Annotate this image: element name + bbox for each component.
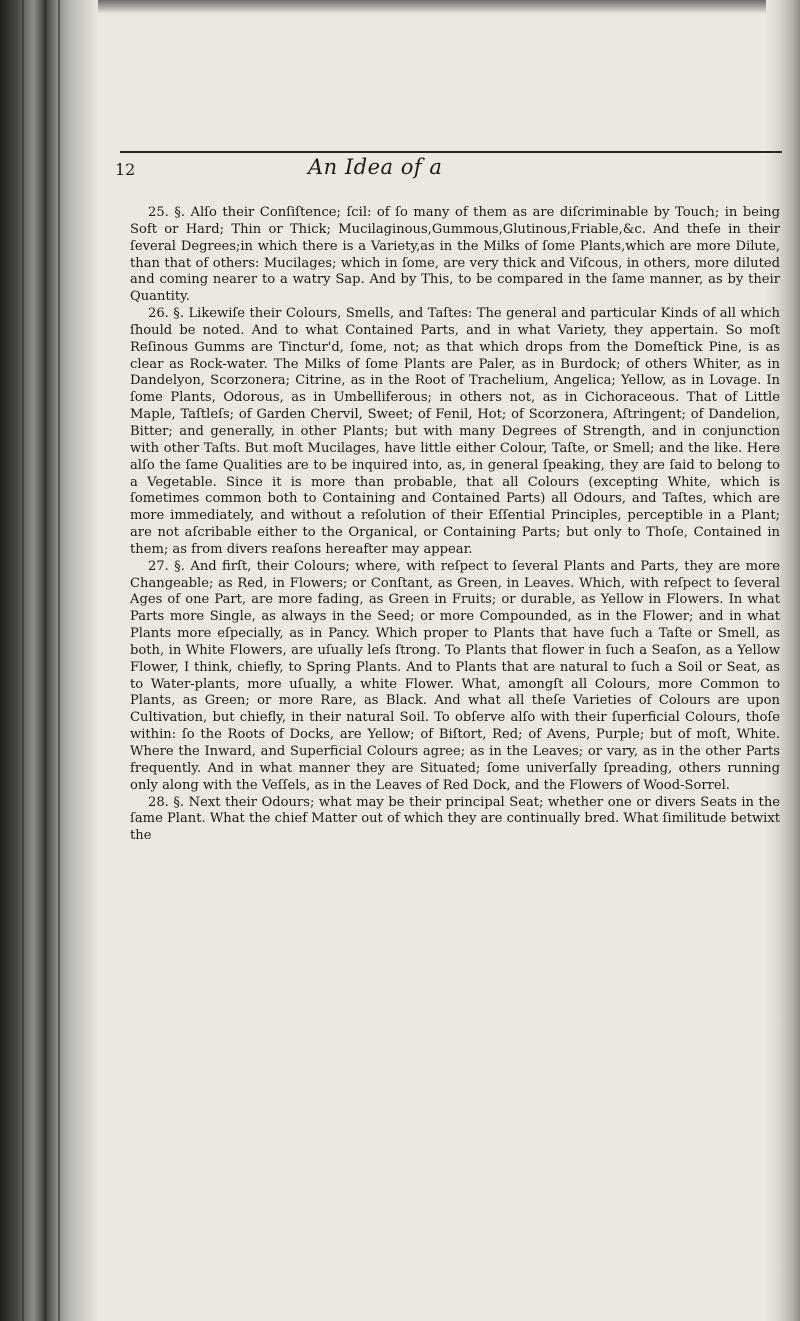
spine-fold-line (22, 0, 24, 1321)
paragraph-27: 27. §. And firſt, their Colours; where, with reſpect to ſeveral Plants and Parts, they are more Changeable; as Red, in Flowers; or Conſtant, as Green, in Leaves. Which, with reſpect to ſeveral Ages of one Part, are more fading, as Green in Fruits; or durable, as Yellow in Flowers. In what Parts more Single, as always in the Seed; or more Compounded, as in the Flower; and in what Plants more eſpecially, as in Pancy. Which proper to Plants that have ſuch a Taſte or Smell, as both, in White Flowers, are uſually leſs ſtrong. To Plants that flower in ſuch a Seaſon, as a Yellow Flower, I think, chiefly, to Spring Plants. And to Plants that are natural to ſuch a Soil or Seat, as to Water-plants, more uſually, a white Flower. What, amongſt all Colours, more Common to Plants, as Green; or more Rare, as Black. And what all theſe Varieties of Colours are upon Cultivation, but chiefly, in their natural Soil. To obſerve alſo with their ſuperficial Colours, thoſe within: ſo the Roots of Docks, are Yellow; of Biſtort, Red; of Avens, Purple; but of moſt, White. Where the Inward, and Superficial Colours agree; as in the Leaves; or vary, as in the other Parts frequently. And in what manner they are Situated; ſome univerſally ſpreading, others running only along with the Veſſels, as in the Leaves of Red Dock, and the Flowers of Wood-Sorrel. (130, 558, 780, 793)
spine-fold-line (58, 0, 60, 1321)
spine-fold-line (44, 0, 46, 1321)
book-page (98, 0, 780, 1321)
book-spine-gutter (0, 0, 98, 1321)
body-text (130, 205, 780, 845)
header-rule (120, 151, 782, 153)
paragraph-25: 25. §. Alſo their Conſiſtence; ſcil: of ſo many of them as are diſcriminable by Touch; in being Soft or Hard; Thin or Thick; Mucilaginous,Gummous,Glutinous,Friable,&c. And theſe in their ſeveral Degrees;in which there is a Variety,as in the Milks of ſome Plants,which are more Dilute, than that of others: Mucilages; which in ſome, are very thick and Viſcous, in others, more diluted and coming nearer to a watry Sap. And by This, to be compared in the ſame manner, as by their Quantity. (130, 205, 780, 305)
running-head-title: An Idea of a (308, 155, 443, 179)
page-number: 12 (115, 160, 136, 179)
paragraph-26: 26. §. Likewiſe their Colours, Smells, and Taſtes: The general and particular Kinds of all which ſhould be noted. And to what Contained Parts, and in what Variety, they appertain. So moſt Reſinous Gumms are Tinctur'd, ſome, not; as that which drops from the Domeſtick Pine, is as clear as Rock-water. The Milks of ſome Plants are Paler, as in Burdock; of others Whiter, as in Dandelyon, Scorzonera; Citrine, as in the Root of Trachelium, Angelica; Yellow, as in Lovage. In ſome Plants, Odorous, as in Umbelliferous; in others not, as in Cichoraceous. That of Little Maple, Taſtleſs; of Garden Chervil, Sweet; of Fenil, Hot; of Scorzonera, Aſtringent; of Dandelion, Bitter; and generally, in other Plants; but with many Degrees of Strength, and in conjunction with other Taſts. But moſt Mucilages, have little either Colour, Taſte, or Smell; and the like. Here alſo the ſame Qualities are to be inquired into, as, in general ſpeaking, they are ſaid to belong to a Vegetable. Since it is more than probable, that all Colours (excepting White, which is ſometimes common both to Containing and Contained Parts) all Odours, and Taſtes, which are more immediately, and without a reſolution of their Eſſential Principles, perceptible in a Plant; are not aſcribable either to the Organical, or Containing Parts; but only to Thoſe, Contained in them; as from divers reaſons hereafter may appear. (130, 306, 780, 557)
paragraph-28: 28. §. Next their Odours; what may be their principal Seat; whether one or divers Seats in the ſame Plant. What the chief Matter out of which they are continually bred. What ſimilitude betwixt the (130, 794, 780, 844)
